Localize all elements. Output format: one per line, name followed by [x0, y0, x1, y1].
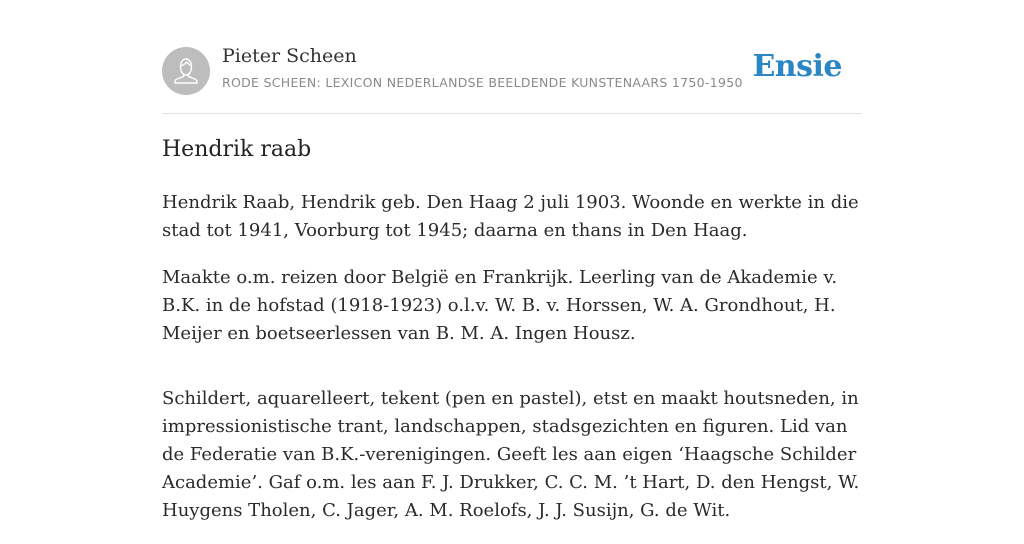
- article-title: Hendrik raab: [162, 137, 312, 162]
- page-container: [162, 0, 862, 521]
- article-paragraph-3: Schildert, aquarelleert, tekent (pen en pastel), etst en maakt houtsneden, in impressionistische trant, landschappen, stadsgezichten en figuren. Lid van de Federatie van B.K.-verenigingen. Geeft les aan eigen ‘Haagsche Schilder Academie’. Gaf o.m. les aan F. J. Drukker, C. C. M. ’t Hart, D. den Hengst, W. Huygens Tholen, C. Jager, A. M. Roelofs, J. J. Susijn, G. de Wit.: [162, 388, 860, 521]
- author-name[interactable]: Pieter Scheen: [222, 45, 357, 67]
- ensie-logo-link[interactable]: Ensie: [752, 49, 842, 84]
- article-paragraph-2: Maakte o.m. reizen door België en Frankrijk. Leerling van de Akademie v. B.K. in de hofstad (1918-1923) o.l.v. W. B. v. Horssen, W. A. Grondhout, H. Meijer en boetseerlessen van B. M. A. Ingen Housz.: [162, 267, 838, 344]
- avatar[interactable]: [162, 47, 210, 95]
- source-title[interactable]: RODE SCHEEN: LEXICON NEDERLANDSE BEELDENDE KUNSTENAARS 1750-1950: [222, 75, 743, 90]
- user-icon: [162, 47, 210, 95]
- article-paragraph-1: Hendrik Raab, Hendrik geb. Den Haag 2 juli 1903. Woonde en werkte in die stad tot 1941, Voorburg tot 1945; daarna en thans in Den Haag.: [162, 192, 859, 241]
- article-body: [162, 189, 862, 544]
- author-header: [162, 0, 862, 114]
